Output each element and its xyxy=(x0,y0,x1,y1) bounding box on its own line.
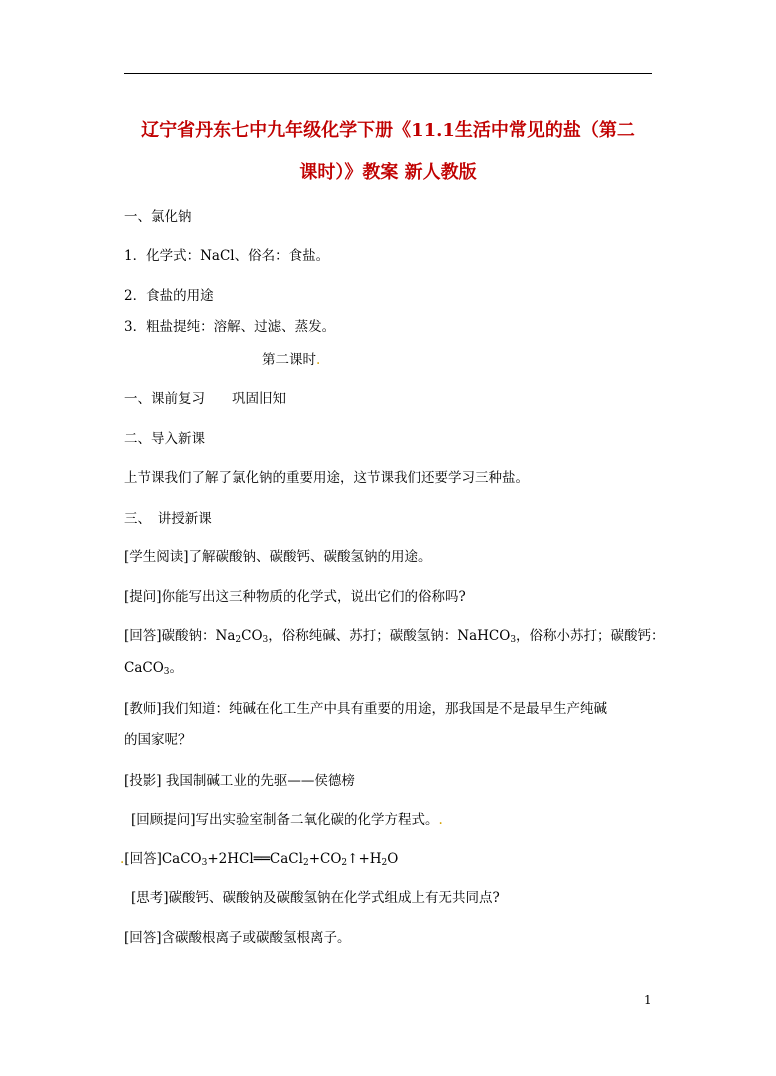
paragraph-equation: .[回答]$CaCO_3+2HCl══CaCl_2+CO_2↑+H_2O$ xyxy=(120,851,399,868)
section-intro: 二、导入新课 xyxy=(124,431,205,447)
paragraph-teacher-cont: 的国家呢？ xyxy=(124,732,192,748)
header-rule xyxy=(124,73,652,74)
paragraph-purification: 3．粗盐提纯：溶解、过滤、蒸发。 xyxy=(124,319,336,335)
paragraph-answer-formulas: [回答]碳酸钠：$Na_2CO_3$，俗称纯碱、苏打；碳酸氢钠：NaHCO$_3$，俗称小苏打；碳酸钙： xyxy=(124,628,665,645)
section-review: 一、课前复习 巩固旧知 xyxy=(124,391,286,407)
paragraph-teacher: [教师]我们知道：纯碱在化工生产中具有重要的用途，那我国是不是最早生产纯碱 xyxy=(124,701,608,717)
paragraph-answer-formulas-cont: CaCO$_3$。 xyxy=(124,660,184,677)
document-title-line-2: 课时）》教案 新人教版 xyxy=(299,162,477,183)
paragraph-student-reading: [学生阅读]了解碳酸钠、碳酸钙、碳酸氢钠的用途。 xyxy=(124,549,432,565)
paragraph-intro-text: 上节课我们了解了氯化钠的重要用途，这节课我们还要学习三种盐。 xyxy=(124,470,529,486)
paragraph-final-answer: [回答]含碳酸根离子或碳酸氢根离子。 xyxy=(124,930,351,946)
paragraph-review-question: [回顾提问]写出实验室制备二氧化碳的化学方程式。. xyxy=(131,812,443,828)
paragraph-projection: [投影] 我国制碱工业的先驱——侯德榜 xyxy=(124,773,355,789)
section-heading-sodium-chloride: 一、氯化钠 xyxy=(124,209,192,225)
section-lecture: 三、 讲授新课 xyxy=(124,511,212,527)
lesson-subtitle: 第二课时. xyxy=(262,352,321,368)
stray-mark: . xyxy=(120,851,125,867)
paragraph-question: [提问]你能写出这三种物质的化学式，说出它们的俗称吗? xyxy=(124,589,466,605)
stray-mark: . xyxy=(316,352,321,368)
document-title-line-1: 辽宁省丹东七中九年级化学下册《11.1生活中常见的盐（第二 xyxy=(141,120,635,141)
paragraph-formula: 1．化学式：NaCl、俗名：食盐。 xyxy=(124,248,330,264)
page-number: 1 xyxy=(644,993,652,1007)
paragraph-uses: 2．食盐的用途 xyxy=(124,288,214,304)
paragraph-think: [思考]碳酸钙、碳酸钠及碳酸氢钠在化学式组成上有无共同点? xyxy=(131,890,500,906)
stray-mark: . xyxy=(438,812,443,828)
